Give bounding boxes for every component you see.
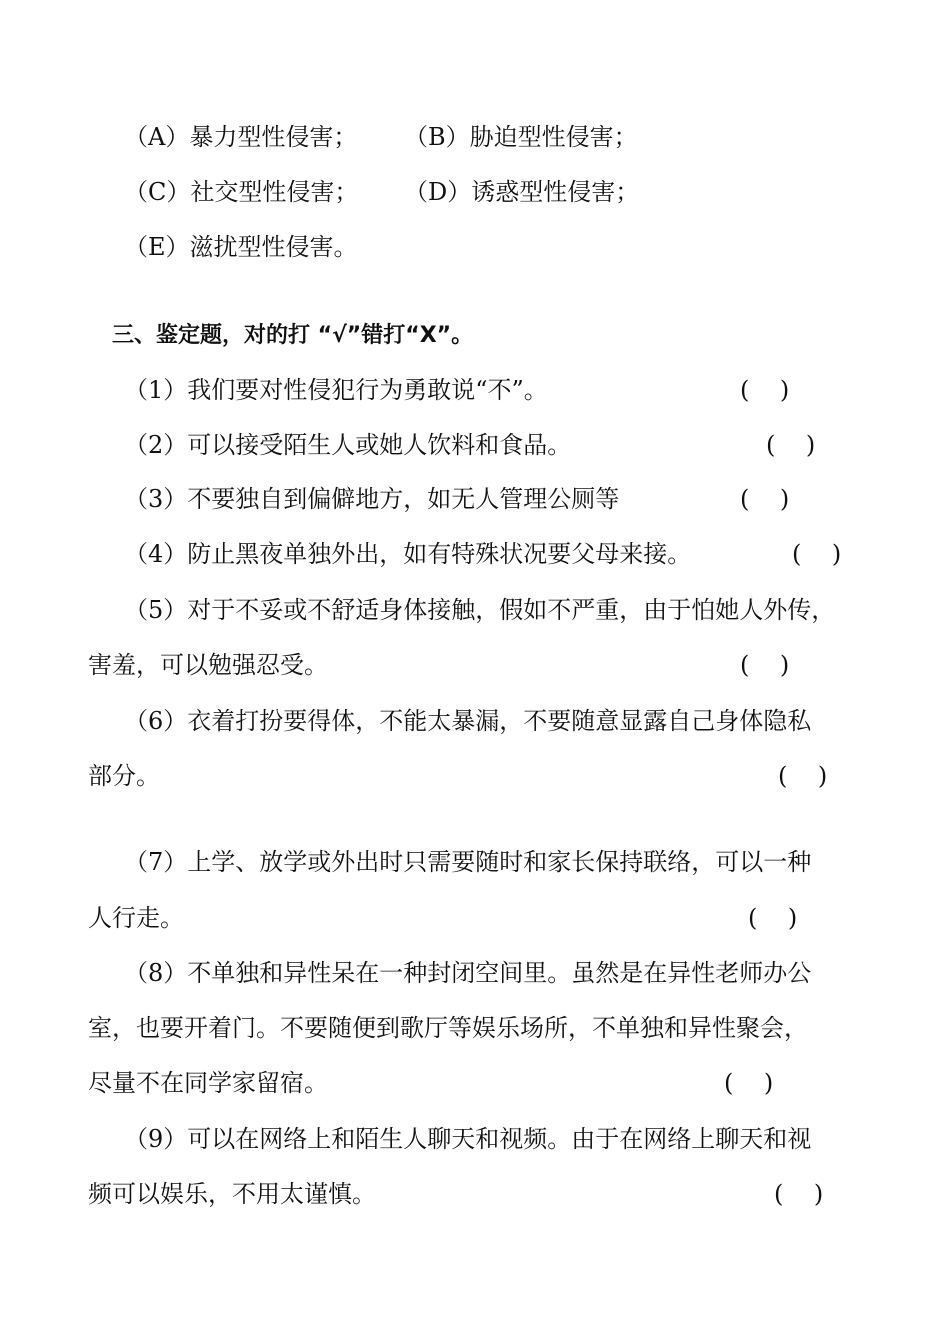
option-c: （C）社交型性侵害； [124, 178, 359, 206]
item-8-line-2: 室，也要开着门。不要随便到歌厅等娱乐场所，不单独和异性聚会， [88, 1014, 808, 1042]
item-4-line-1: （4）防止黑夜单独外出，如有特殊状况要父母来接。 [124, 540, 692, 568]
item-3-line-1: （3）不要独自到偏僻地方，如无人管理公厕等 [124, 485, 620, 513]
item-6-line-2: 部分。 [88, 762, 160, 790]
item-9-line-2: 频可以娱乐，不用太谨慎。 [88, 1180, 376, 1208]
item-7-line-2: 人行走。 [88, 904, 184, 932]
item-8-answer-blank[interactable]: ( ) [724, 1069, 774, 1097]
item-8-line-1: （8）不单独和异性呆在一种封闭空间里。虽然是在异性老师办公 [124, 959, 812, 987]
item-4-answer-blank[interactable]: ( ) [792, 540, 842, 568]
item-7-answer-blank[interactable]: ( ) [748, 904, 798, 932]
item-6-answer-blank[interactable]: ( ) [778, 762, 828, 790]
item-8-line-3: 尽量不在同学家留宿。 [88, 1069, 328, 1097]
item-2-answer-blank[interactable]: ( ) [766, 431, 816, 459]
item-9-line-1: （9）可以在网络上和陌生人聊天和视频。由于在网络上聊天和视 [124, 1125, 812, 1153]
option-d: （D）诱惑型性侵害； [404, 178, 640, 206]
item-5-line-2: 害羞，可以勉强忍受。 [88, 651, 328, 679]
option-b: （B）胁迫型性侵害； [404, 123, 638, 151]
option-a: （A）暴力型性侵害； [124, 123, 358, 151]
item-5-answer-blank[interactable]: ( ) [740, 651, 790, 679]
item-1-answer-blank[interactable]: ( ) [740, 376, 790, 404]
item-9-answer-blank[interactable]: ( ) [774, 1180, 824, 1208]
item-2-line-1: （2）可以接受陌生人或她人饮料和食品。 [124, 431, 572, 459]
item-5-line-1: （5）对于不妥或不舒适身体接触，假如不严重，由于怕她人外传， [124, 596, 836, 624]
item-6-line-1: （6）衣着打扮要得体，不能太暴漏，不要随意显露自己身体隐私 [124, 707, 812, 735]
item-7-line-1: （7）上学、放学或外出时只需要随时和家长保持联络，可以一种 [124, 848, 812, 876]
option-e: （E）滋扰型性侵害。 [124, 233, 358, 261]
item-3-answer-blank[interactable]: ( ) [740, 485, 790, 513]
section-heading: 三、鉴定题，对的打 “√”错打“X”。 [112, 323, 474, 348]
item-1-line-1: （1）我们要对性侵犯行为勇敢说“不”。 [124, 376, 548, 404]
